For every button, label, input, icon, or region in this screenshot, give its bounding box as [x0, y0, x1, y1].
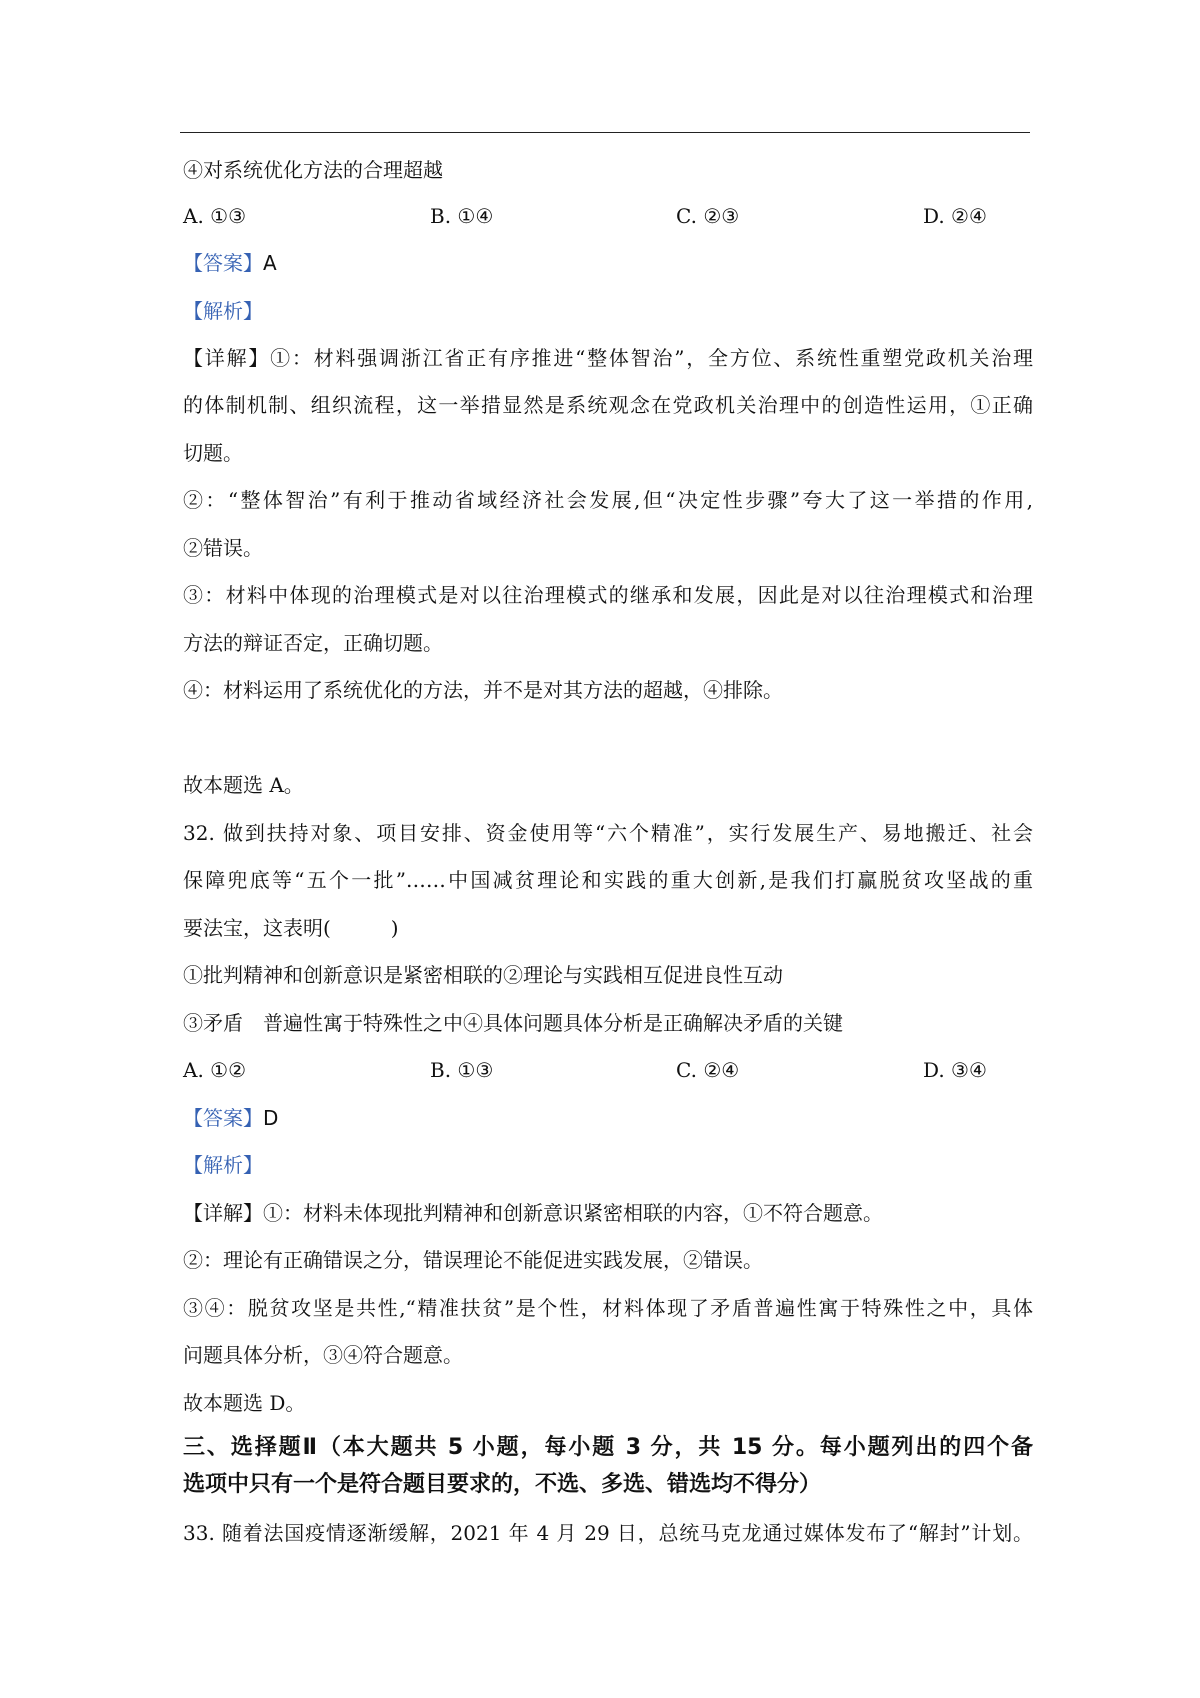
detail-tag: 【详解】 [183, 1201, 263, 1225]
q31-detail-line-6: ③：材料中体现的治理模式是对以往治理模式的继承和发展，因此是对以往治理模式和治理 [183, 583, 1033, 607]
q31-choice-a: A. ①③ [183, 204, 247, 228]
q32-analysis-tag: 【解析】 [183, 1153, 263, 1177]
q32-stem-line-3: 要法宝，这表明( ) [183, 916, 399, 940]
q32-choice-d: D. ③④ [923, 1058, 987, 1082]
q32-stem-line-2: 保障兜底等“五个一批”……中国减贫理论和实践的重大创新,是我们打赢脱贫攻坚战的重 [183, 868, 1033, 892]
q31-detail-line-3: 切题。 [183, 441, 243, 465]
q32-stem-line-1: 32. 做到扶持对象、项目安排、资金使用等“六个精准”，实行发展生产、易地搬迁、社会 [183, 821, 1033, 845]
q31-detail-line-8: ④：材料运用了系统优化的方法，并不是对其方法的超越，④排除。 [183, 678, 783, 702]
q32-options-line-1: ①批判精神和创新意识是紧密相联的②理论与实践相互促进良性互动 [183, 963, 783, 987]
q32-conclusion: 故本题选 D。 [183, 1391, 306, 1415]
q31-answer [183, 250, 1033, 276]
detail-tag: 【详解】 [183, 346, 271, 370]
q33-stem: 33. 随着法国疫情逐渐缓解，2021 年 4 月 29 日，总统马克龙通过媒体发布了“解封”计划。 [183, 1521, 1033, 1545]
answer-value: D [263, 1106, 279, 1130]
q31-analysis-tag: 【解析】 [183, 299, 263, 323]
section-3-title-line-2: 选项中只有一个是符合题目要求的，不选、多选、错选均不得分） [183, 1472, 822, 1497]
q32-choice-c: C. ②④ [676, 1058, 740, 1082]
q32-detail-line-4: 问题具体分析，③④符合题意。 [183, 1343, 463, 1367]
q31-detail-line-2: 的体制机制、组织流程，这一举措显然是系统观念在党政机关治理中的创造性运用，①正确 [183, 393, 1033, 417]
q31-choice-b: B. ①④ [430, 204, 494, 228]
q31-conclusion: 故本题选 A。 [183, 773, 304, 797]
q31-choice-d: D. ②④ [923, 204, 987, 228]
q32-detail-line-3: ③④：脱贫攻坚是共性,“精准扶贫”是个性，材料体现了矛盾普遍性寓于特殊性之中，具体 [183, 1296, 1033, 1320]
header-rule [180, 132, 1030, 133]
q31-option-4: ④对系统优化方法的合理超越 [183, 158, 443, 182]
q31-detail-line-7: 方法的辩证否定，正确切题。 [183, 631, 443, 655]
section-3-title-line-1: 三、选择题Ⅱ（本大题共 5 小题，每小题 3 分，共 15 分。每小题列出的四个备 [183, 1435, 1033, 1460]
answer-tag: 【答案】 [183, 1106, 263, 1130]
q32-choice-a: A. ①② [183, 1058, 247, 1082]
answer-tag: 【答案】 [183, 251, 263, 275]
answer-value: A [263, 251, 277, 275]
q31-detail-line-1: 【详解】①：材料强调浙江省正有序推进“整体智治”，全方位、系统性重塑党政机关治理 [183, 346, 1034, 370]
q31-choice-c: C. ②③ [676, 204, 740, 228]
q32-choice-b: B. ①③ [430, 1058, 494, 1082]
q32-detail-line-2: ②：理论有正确错误之分，错误理论不能促进实践发展，②错误。 [183, 1248, 763, 1272]
q32-options-line-2: ③矛盾 普遍性寓于特殊性之中④具体问题具体分析是正确解决矛盾的关键 [183, 1011, 843, 1035]
q31-detail-line-5: ②错误。 [183, 536, 263, 560]
q31-detail-line-4: ②：“整体智治”有利于推动省域经济社会发展,但“决定性步骤”夸大了这一举措的作用, [183, 488, 1033, 512]
q32-answer [183, 1105, 1033, 1131]
q32-detail-line-1: 【详解】①：材料未体现批判精神和创新意识紧密相联的内容，①不符合题意。 [183, 1201, 883, 1225]
